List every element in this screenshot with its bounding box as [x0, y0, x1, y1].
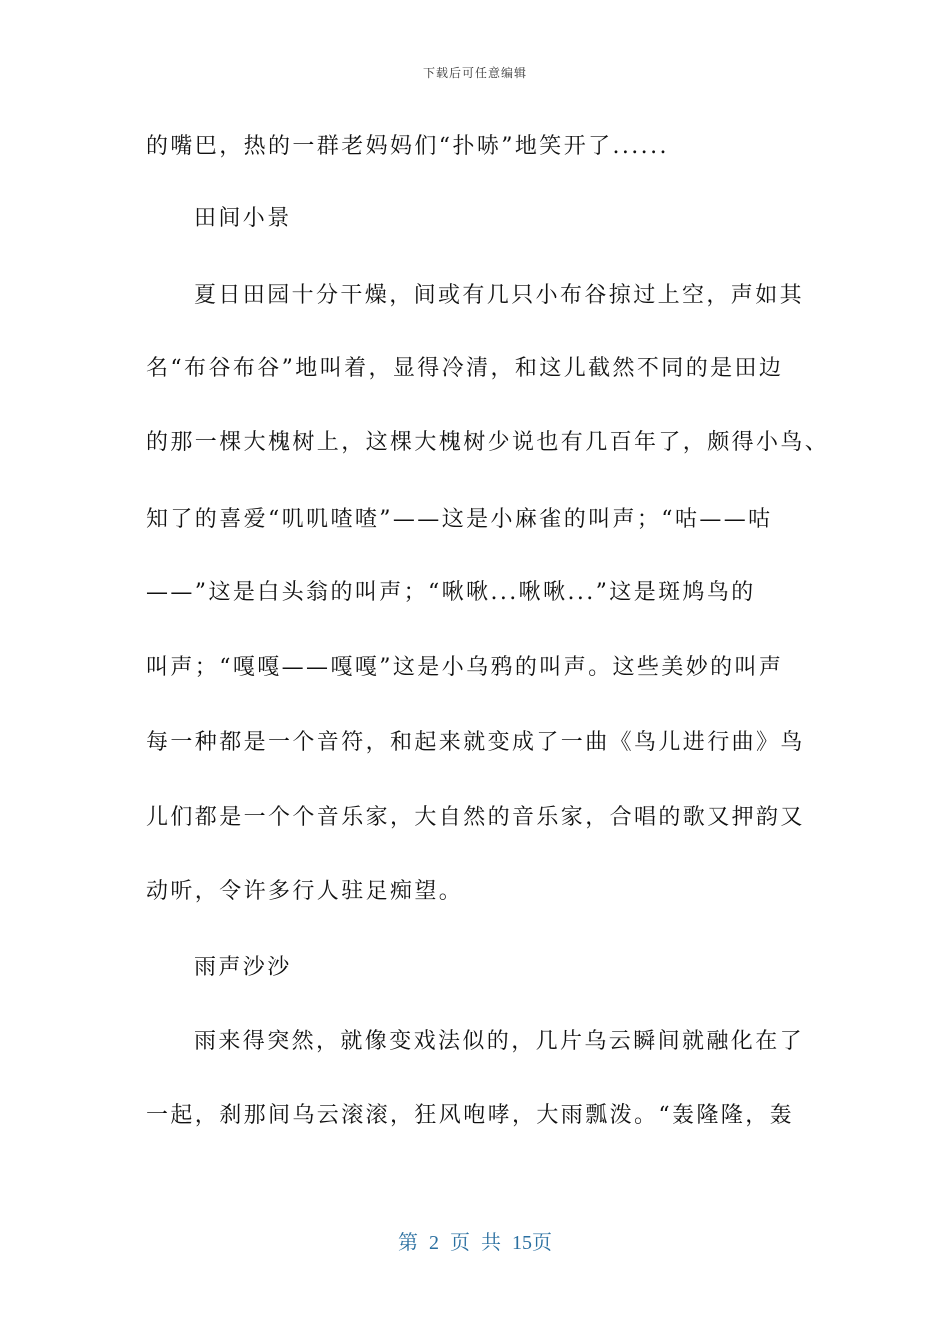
paragraph-first-line: 雨来得突然，就像变戏法似的，几片乌云瞬间就融化在了: [194, 1029, 805, 1054]
section-heading: 雨声沙沙: [194, 955, 292, 980]
text-line: 的那一棵大槐树上，这棵大槐树少说也有几百年了，颇得小鸟、: [146, 430, 830, 455]
text-line: 名“布谷布谷”地叫着，显得冷清，和这儿截然不同的是田边: [146, 356, 784, 381]
text-line: 儿们都是一个个音乐家，大自然的音乐家，合唱的歌又押韵又: [146, 805, 805, 830]
text-line: 叫声；“嘎嘎——嘎嘎”这是小乌鸦的叫声。这些美妙的叫声: [146, 655, 784, 680]
text-line: ——”这是白头翁的叫声；“啾啾...啾啾...”这是斑鸠鸟的: [146, 580, 756, 605]
section-heading: 田间小景: [194, 206, 292, 231]
text-line: 每一种都是一个音符，和起来就变成了一曲《鸟儿进行曲》鸟: [146, 730, 805, 755]
text-line: 知了的喜爱“叽叽喳喳”——这是小麻雀的叫声；“咕——咕: [146, 507, 773, 532]
page-header: 下载后可任意编辑: [422, 66, 527, 80]
text-line: 一起，刹那间乌云滚滚，狂风咆哮，大雨瓢泼。“轰隆隆，轰: [146, 1103, 795, 1128]
text-line: 动听，令许多行人驻足痴望。: [146, 879, 464, 904]
text-line: 的嘴巴，热的一群老妈妈们“扑哧”地笑开了......: [146, 134, 669, 159]
paragraph-first-line: 夏日田园十分干燥，间或有几只小布谷掠过上空，声如其: [194, 283, 805, 308]
page-number: 第 2 页 共 15页: [398, 1232, 552, 1254]
